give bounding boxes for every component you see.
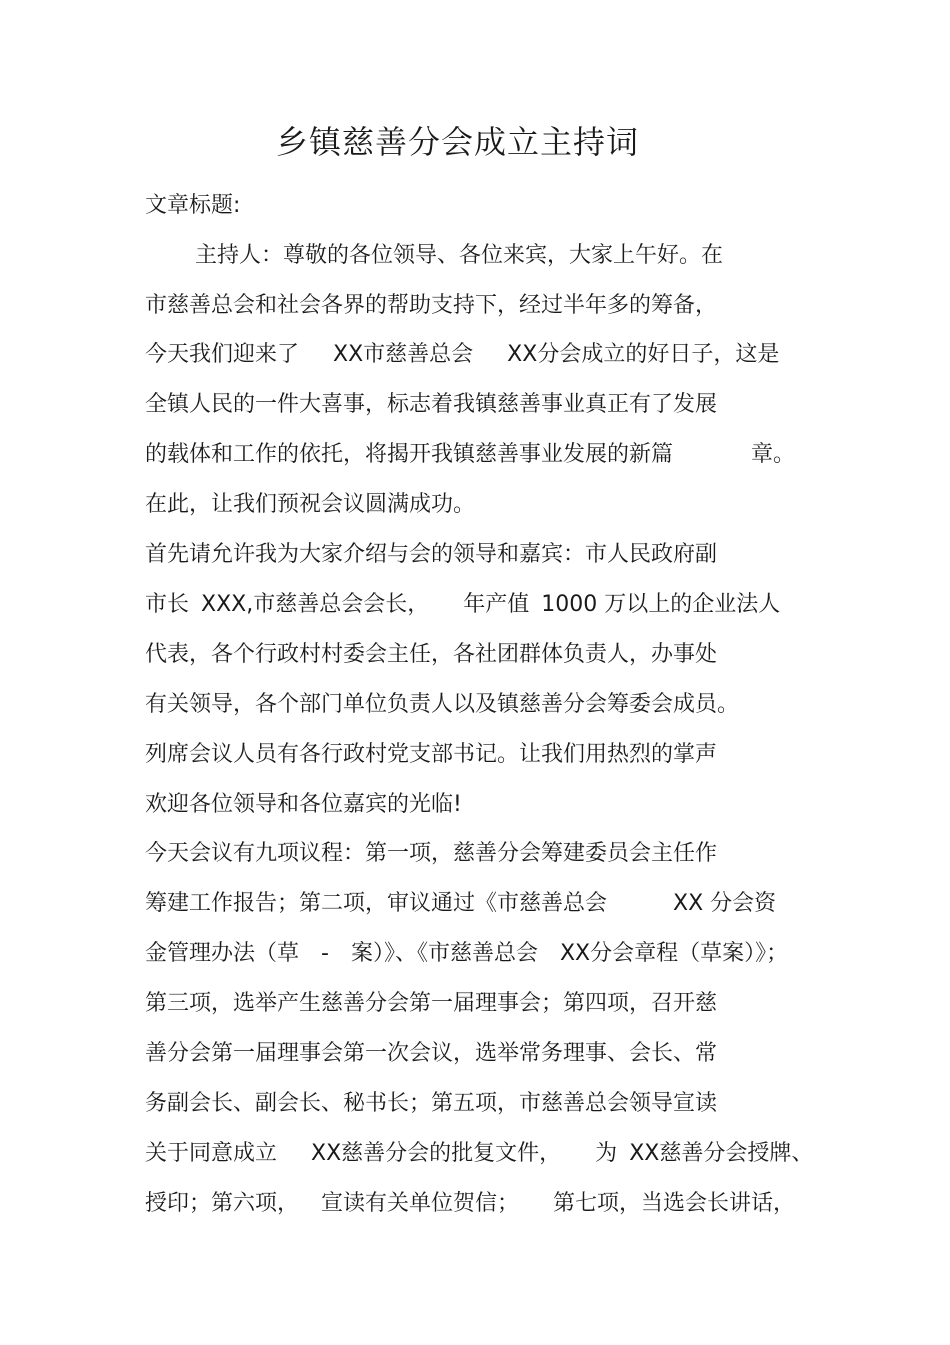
line-text: 金管理办法（草 bbox=[145, 941, 300, 966]
line-text: 第三项，选举产生慈善分会第一届理事会；第四项，召开慈 bbox=[145, 991, 718, 1016]
line-text: 授印；第六项， bbox=[145, 1191, 300, 1216]
line-text: XX慈善分会授牌、 bbox=[629, 1141, 814, 1166]
line-text: 有关领导，各个部门单位负责人以及镇慈善分会筹委会成员。 bbox=[145, 692, 740, 717]
text-line-11 bbox=[145, 689, 739, 721]
line-text: 筹建工作报告；第二项，审议通过《市慈善总会 bbox=[145, 891, 608, 916]
line-text: 1000 万以上的企业法人 bbox=[541, 592, 781, 617]
line-text: 首先请允许我为大家介绍与会的领导和嘉宾：市人民政府副 bbox=[145, 542, 718, 567]
text-line-12 bbox=[145, 739, 717, 771]
text-line-18 bbox=[145, 1038, 717, 1070]
line-text: - bbox=[321, 941, 329, 966]
line-text: 的载体和工作的依托，将揭开我镇慈善事业发展的新篇 bbox=[145, 442, 674, 467]
line-text: 务副会长、副会长、秘书长；第五项，市慈善总会领导宣读 bbox=[145, 1091, 718, 1116]
line-text: 主持人：尊敬的各位领导、各位来宾，大家上午好。在 bbox=[195, 243, 724, 268]
line-text: 章。 bbox=[751, 442, 796, 467]
line-text: 关于同意成立 bbox=[145, 1141, 278, 1166]
line-text: XX市慈善总会 bbox=[333, 342, 474, 367]
line-text: XXX, bbox=[201, 592, 254, 617]
line-text: 市慈善总会和社会各界的帮助支持下，经过半年多的筹备， bbox=[145, 293, 718, 318]
text-line-4 bbox=[145, 339, 779, 371]
text-line-7 bbox=[145, 489, 475, 521]
line-text: 全镇人民的一件大喜事，标志着我镇慈善事业真正有了发展 bbox=[145, 392, 718, 417]
line-text: XX慈善分会的批复文件， bbox=[311, 1141, 562, 1166]
text-line-14 bbox=[145, 838, 717, 870]
line-text: 市慈善总会会长， bbox=[253, 592, 430, 617]
text-line-21 bbox=[145, 1188, 795, 1220]
text-line-3 bbox=[145, 290, 717, 322]
document-title: 乡镇慈善分会成立主持词 bbox=[275, 123, 639, 161]
text-line-8 bbox=[145, 539, 717, 571]
text-line-17 bbox=[145, 988, 717, 1020]
line-text: 市长 bbox=[145, 592, 190, 617]
line-text: XX分会成立的好日子，这是 bbox=[507, 342, 780, 367]
line-text: 案）》、《市慈善总会 bbox=[350, 941, 538, 966]
text-line-15 bbox=[145, 888, 776, 920]
text-line-16 bbox=[145, 938, 788, 970]
line-text: 第七项，当选会长讲话， bbox=[553, 1191, 796, 1216]
line-text: 在此，让我们预祝会议圆满成功。 bbox=[145, 492, 476, 517]
line-text: 文章标题: bbox=[145, 193, 241, 218]
text-line-9 bbox=[145, 589, 780, 621]
text-line-1 bbox=[145, 190, 240, 222]
line-text: 善分会第一届理事会第一次会议，选举常务理事、会长、常 bbox=[145, 1041, 718, 1066]
line-text: 列席会议人员有各行政村党支部书记。让我们用热烈的掌声 bbox=[145, 742, 718, 767]
line-text: 欢迎各位领导和各位嘉宾的光临! bbox=[145, 792, 462, 817]
line-text: XX 分会资 bbox=[673, 891, 777, 916]
line-text: 今天会议有九项议程：第一项，慈善分会筹建委员会主任作 bbox=[145, 841, 718, 866]
text-line-13 bbox=[145, 789, 462, 821]
line-text: XX分会章程（草案）》； bbox=[559, 941, 789, 966]
text-line-10 bbox=[145, 639, 717, 671]
text-line-2 bbox=[195, 240, 723, 272]
line-text: 年产值 bbox=[463, 592, 530, 617]
line-text: 为 bbox=[595, 1141, 618, 1166]
line-text: 代表，各个行政村村委会主任，各社团群体负责人，办事处 bbox=[145, 642, 718, 667]
line-text: 宣读有关单位贺信； bbox=[321, 1191, 520, 1216]
text-line-20 bbox=[145, 1138, 813, 1170]
line-text: 今天我们迎来了 bbox=[145, 342, 300, 367]
text-line-6 bbox=[145, 439, 795, 471]
text-line-5 bbox=[145, 389, 717, 421]
text-line-19 bbox=[145, 1088, 717, 1120]
